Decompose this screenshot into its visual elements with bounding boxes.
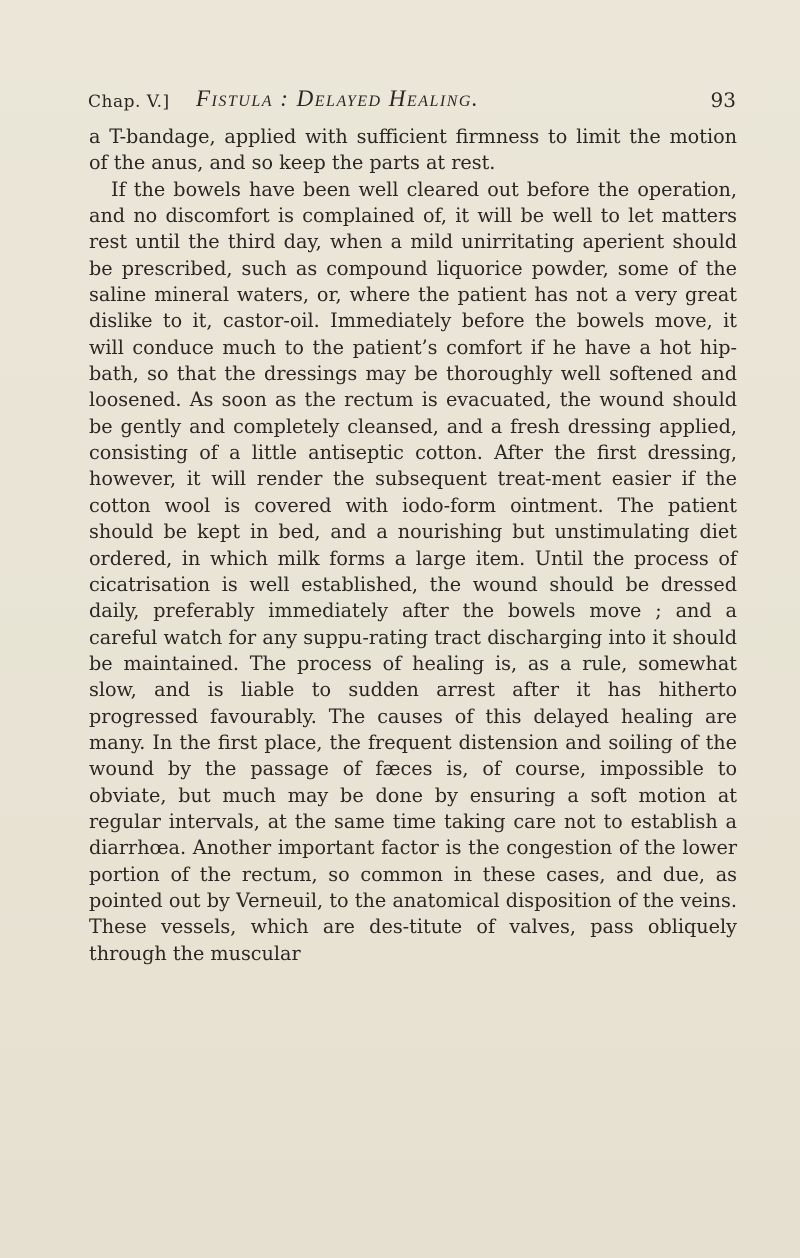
paragraph-continuation: a T-bandage, applied with sufficient firmness to limit the motion of the anus, and so keep the parts at rest. [89,125,737,175]
body-text [89,124,737,967]
paragraph: If the bowels have been well cleared out before the operation, and no discomfort is complained of, it will be well to let matters rest until the third day, when a mild unirritating aperient should be prescribed, such as compound liquorice powder, some of the saline mineral waters, or, where the patient has not a very great dislike to it, castor-oil. Immediately before the bowels move, it will conduce much to the patient’s comfort if he have a hot hip-bath, so that the dressings may be thoroughly well softened and loosened. As soon as the rectum is evacuated, the wound should be gently and completely cleansed, and a fresh dressing applied, consisting of a little antiseptic cotton. After the first dressing, however, it will render the subsequent treat-ment easier if the cotton wool is covered with iodo-form ointment. The patient should be kept in bed, and a nourishing but unstimulating diet ordered, in which milk forms a large item. Until the process of cicatrisation is well established, the wound should be dressed daily, preferably immediately after the bowels move ; and a careful watch for any suppu-rating tract discharging into it should be maintained. The process of healing is, as a rule, somewhat slow, and is liable to sudden arrest after it has hitherto progressed favourably. The causes of this delayed healing are many. In the first place, the frequent distension and soiling of the wound by the passage of fæces is, of course, impossible to obviate, but much may be done by ensuring a soft motion at regular intervals, at the same time taking care not to establish a diarrhœa. Another important factor is the congestion of the lower portion of the rectum, so common in these cases, and due, as pointed out by Verneuil, to the anatomical disposition of the veins. These vessels, which are des-titute of valves, pass obliquely through the muscular [89,177,737,965]
running-head [88,86,736,122]
chapter-label: Chap. V.] [88,92,170,112]
running-title: Fistula : Delayed Healing. [196,86,480,111]
page-number: 93 [710,88,736,112]
